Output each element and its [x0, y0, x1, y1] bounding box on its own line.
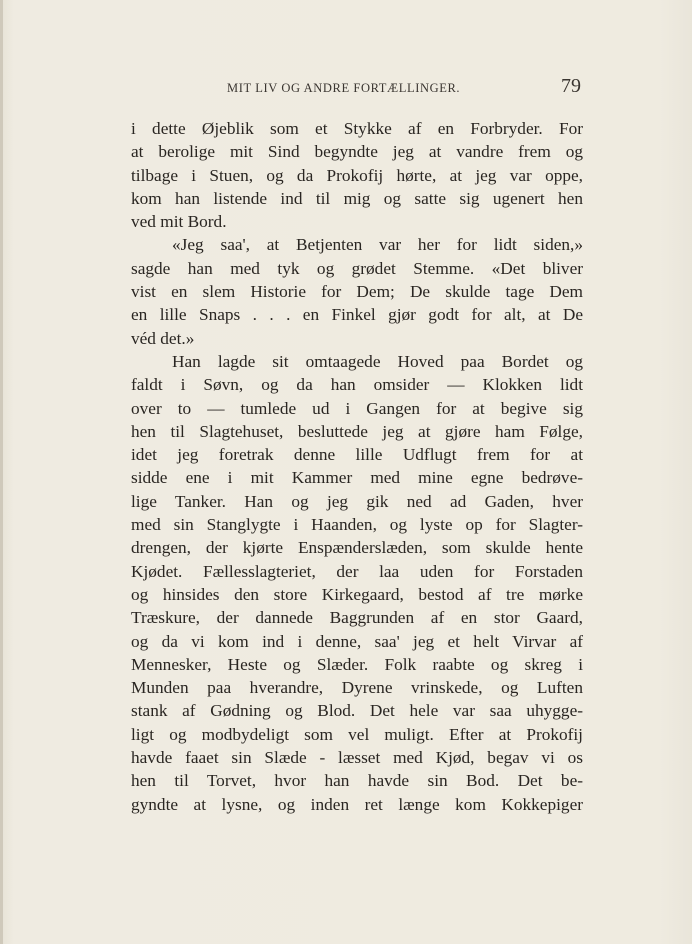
text-line: hen til Torvet, hvor han havde sin Bod. Det be-	[131, 771, 583, 791]
text-line: at berolige mit Sind begyndte jeg at vandre frem og	[131, 142, 583, 162]
text-line: stank af Gødning og Blod. Det hele var saa uhygge-	[131, 701, 583, 721]
text-line: ved mit Bord.	[131, 212, 227, 232]
text-line: ligt og modbydeligt som vel muligt. Efter at Prokofij	[131, 724, 583, 744]
text-line: Mennesker, Heste og Slæder. Folk raabte og skreg i	[131, 654, 583, 674]
text-line: havde faaet sin Slæde - læsset med Kjød, begav vi os	[131, 748, 583, 768]
text-line: over to — tumlede ud i Gangen for at begive sig	[131, 398, 583, 418]
text-line: «Jeg saa', at Betjenten var her for lidt siden,»	[172, 235, 583, 255]
text-line: Munden paa hverandre, Dyrene vrinskede, og Luften	[131, 678, 583, 698]
text-line: tilbage i Stuen, og da Prokofij hørte, at jeg var oppe,	[131, 165, 583, 185]
text-line: og da vi kom ind i denne, saa' jeg et helt Virvar af	[131, 631, 583, 651]
text-line: Kjødet. Fællesslagteriet, der laa uden for Forstaden	[131, 561, 583, 581]
text-line: Træskure, der dannede Baggrunden af en stor Gaard,	[131, 608, 583, 628]
page-number: 79	[561, 75, 581, 97]
text-line: véd det.»	[131, 328, 195, 348]
text-line: sagde han med tyk og grødet Stemme. «Det bliver	[131, 258, 583, 278]
text-line: idet jeg foretrak denne lille Udflugt frem for at	[131, 445, 583, 465]
text-line: i dette Øjeblik som et Stykke af en Forbryder. For	[131, 119, 583, 138]
text-line: gyndte at lysne, og inden ret længe kom Kokkepiger	[131, 794, 583, 814]
text-line: drengen, der kjørte Enspænderslæden, som skulde hente	[131, 538, 583, 558]
body-text	[131, 117, 583, 816]
text-line: sidde ene i mit Kammer med mine egne bedrøve-	[131, 468, 583, 488]
text-line: en lille Snaps . . . en Finkel gjør godt for alt, at De	[131, 305, 583, 325]
text-line: lige Tanker. Han og jeg gik ned ad Gaden, hver	[131, 491, 583, 511]
text-line: faldt i Søvn, og da han omsider — Klokken lidt	[131, 375, 583, 395]
text-line: Han lagde sit omtaagede Hoved paa Bordet og	[172, 351, 583, 371]
text-line: vist en slem Historie for Dem; De skulde tage Dem	[131, 282, 583, 302]
text-line: hen til Slagtehuset, besluttede jeg at gjøre ham Følge,	[131, 421, 583, 441]
text-line: med sin Stanglygte i Haanden, og lyste op for Slagter-	[131, 515, 583, 535]
text-line: og hinsides den store Kirkegaard, bestod af tre mørke	[131, 584, 583, 604]
running-head	[131, 75, 583, 99]
binding-edge	[0, 0, 3, 944]
running-title: MIT LIV OG ANDRE FORTÆLLINGER.	[227, 81, 461, 95]
text-line: kom han listende ind til mig og satte sig ugenert hen	[131, 188, 583, 208]
